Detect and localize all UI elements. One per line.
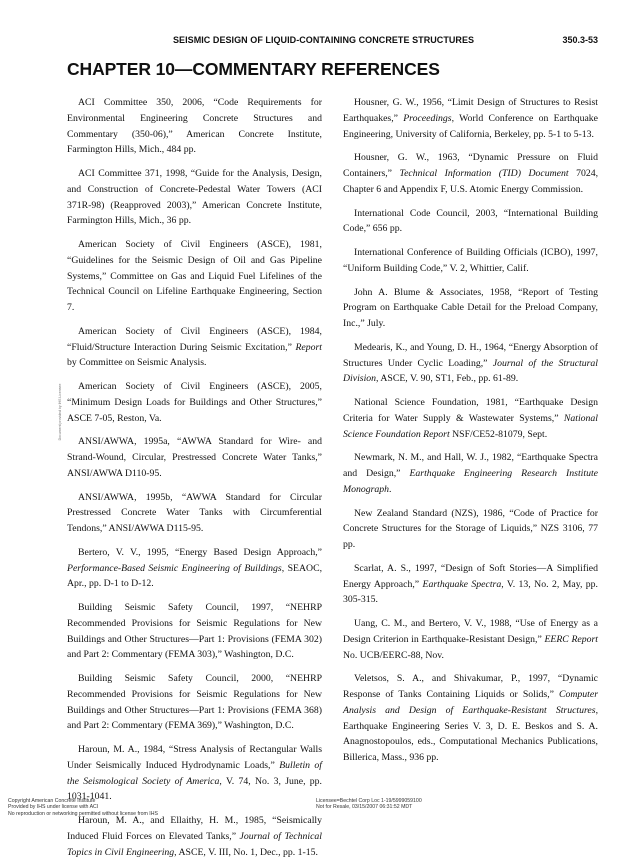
reference-entry: Housner, G. W., 1956, “Limit Design of Structures to Resist Earthquakes,” Proceedings, World Conference on Earthquake Engineering, University of California, Berkeley, pp. 5-1 to 5-13. [343, 97, 598, 140]
footer-line: Not for Resale, 03/15/2007 06:31:52 MDT [316, 804, 413, 811]
reference-entry: ANSI/AWWA, 1995a, “AWWA Standard for Wire- and Strand-Wound, Circular, Prestressed Concrete Water Tanks,” ANSI/AWWA D110-95. [67, 436, 322, 479]
footer-line: No reproduction or networking permitted without license from IHS [8, 810, 158, 817]
reference-column-right [343, 95, 598, 774]
reference-entry: American Society of Civil Engineers (ASCE), 2005, “Minimum Design Loads for Buildings and Other Structures,” ASCE 7-05, Reston, Va. [67, 381, 322, 424]
page-number: 350.3-53 [562, 35, 598, 45]
reference-entry: Building Seismic Safety Council, 2000, “NEHRP Recommended Provisions for Seismic Regulations for New Buildings and Other Structures—Part 1: Provisions (FEMA 368) and Part 2: Commentary (FEMA 369),” Washington, D.C. [67, 673, 322, 732]
footer-line: Provided by IHS under license with ACI [8, 804, 99, 811]
reference-entry: Uang, C. M., and Bertero, V. V., 1988, “Use of Energy as a Design Criterion in Earthquake-Resistant Design,” EERC Report No. UCB/EERC-88, Nov. [343, 618, 598, 661]
footer-line: Licensee=Bechtel Corp Loc 1-19/5999059100 [316, 798, 422, 804]
footer-line: Copyright American Concrete Institute [8, 798, 96, 804]
reference-entry: International Conference of Building Officials (ICBO), 1997, “Uniform Building Code,” V. 2, Whittier, Calif. [343, 247, 598, 274]
vertical-watermark [55, 350, 61, 480]
reference-entry: ACI Committee 350, 2006, “Code Requirements for Environmental Engineering Concrete Structures and Commentary (350-06),” American Concrete Institute, Farmington Hills, Mich., 484 pp. [67, 97, 322, 156]
reference-entry: ANSI/AWWA, 1995b, “AWWA Standard for Circular Prestressed Concrete Water Tanks with Circumferential Tendons,” ANSI/AWWA D115-95. [67, 491, 322, 534]
running-header-title: SEISMIC DESIGN OF LIQUID-CONTAINING CONCRETE STRUCTURES [173, 35, 475, 45]
reference-entry: Medearis, K., and Young, D. H., 1964, “Energy Absorption of Structures Under Cyclic Loading,” Journal of the Structural Division, ASCE, V. 90, ST1, Feb., pp. 61-89. [343, 341, 598, 385]
chapter-title: CHAPTER 10—COMMENTARY REFERENCES [67, 59, 440, 79]
reference-entry: Bertero, V. V., 1995, “Energy Based Design Approach,” Performance-Based Seismic Engineering of Buildings, SEAOC, Apr., pp. D-1 to D-12. [67, 546, 323, 590]
reference-entry: International Code Council, 2003, “International Building Code,” 656 pp. [343, 207, 598, 235]
reference-entry: Haroun, M. A., and Ellaithy, H. M., 1985, “Seismically Induced Fluid Forces on Elevated Tanks,” Journal of Technical Topics in Civil Engineering, ASCE, V. III, No. 1, Dec., pp. 1-15. [67, 815, 323, 858]
reference-entry: Veletsos, S. A., and Shivakumar, P., 1997, “Dynamic Response of Tanks Containing Liquids or Solids,” Computer Analysis and Design of Earthquake-Resistant Structures, Earthquake Engineering Series V. 3, D. E. Beskos and S. A. Anagnostopoulos, eds., Computational Mechanics Publications, Billerica, Mass., 936 pp. [343, 673, 598, 763]
reference-entry: American Society of Civil Engineers (ASCE), 1981, “Guidelines for the Seismic Design of Oil and Gas Pipeline Systems,” Committee on Gas and Liquid Fuel Lifelines of the Technical Council on Lifeline Earthquake Engineering, Section 7. [67, 239, 322, 313]
reference-entry: John A. Blume & Associates, 1958, “Report of Testing Program on Earthquake Cable Detail for the Preload Company, Inc.,” July. [343, 286, 598, 329]
watermark-text: Document provided by IHS Licensee [58, 383, 62, 441]
reference-entry: National Science Foundation, 1981, “Earthquake Design Criteria for Water Supply & Wastewater Systems,” National Science Foundation Report NSF/CE52-81079, Sept. [343, 397, 598, 440]
reference-entry: Building Seismic Safety Council, 1997, “NEHRP Recommended Provisions for Seismic Regulations for New Buildings and Other Structures—Part 1: Provisions (FEMA 302) and Part 2: Commentary (FEMA 303),” Washington, D.C. [67, 602, 322, 661]
reference-entry: Housner, G. W., 1963, “Dynamic Pressure on Fluid Containers,” Technical Information (TID) Document 7024, Chapter 6 and Appendix F, U.S. Atomic Energy Commission. [343, 152, 599, 195]
reference-entry: American Society of Civil Engineers (ASCE), 1984, “Fluid/Structure Interaction During Seismic Excitation,” Report by Committee on Seismic Analysis. [67, 325, 322, 369]
footer-license [316, 798, 516, 811]
reference-entry: Scarlat, A. S., 1997, “Design of Soft Stories—A Simplified Energy Approach,” Earthquake Spectra, V. 13, No. 2, May, pp. 305-315. [343, 562, 598, 606]
reference-entry: New Zealand Standard (NZS), 1986, “Code of Practice for Concrete Structures for the Storage of Liquids,” NZS 3106, 77 pp. [343, 507, 598, 550]
reference-entry: Newmark, N. M., and Hall, W. J., 1982, “Earthquake Spectra and Design,” Earthquake Engineering Research Institute Monograph. [343, 452, 598, 495]
reference-column-left [67, 95, 322, 868]
footer-copyright [8, 798, 208, 817]
running-header [0, 35, 638, 49]
reference-entry: Haroun, M. A., 1984, “Stress Analysis of Rectangular Walls Under Seismically Induced Hydrodynamic Loads,” Bulletin of the Seismological Society of America, V. 74, No. 3, June, pp. 1031-1041. [67, 744, 323, 803]
reference-entry: ACI Committee 371, 1998, “Guide for the Analysis, Design, and Construction of Concrete-Pedestal Water Towers (ACI 371R-98) (Reapproved 2003),” American Concrete Institute, Farmington Hills, Mich., 36 pp. [67, 168, 322, 227]
